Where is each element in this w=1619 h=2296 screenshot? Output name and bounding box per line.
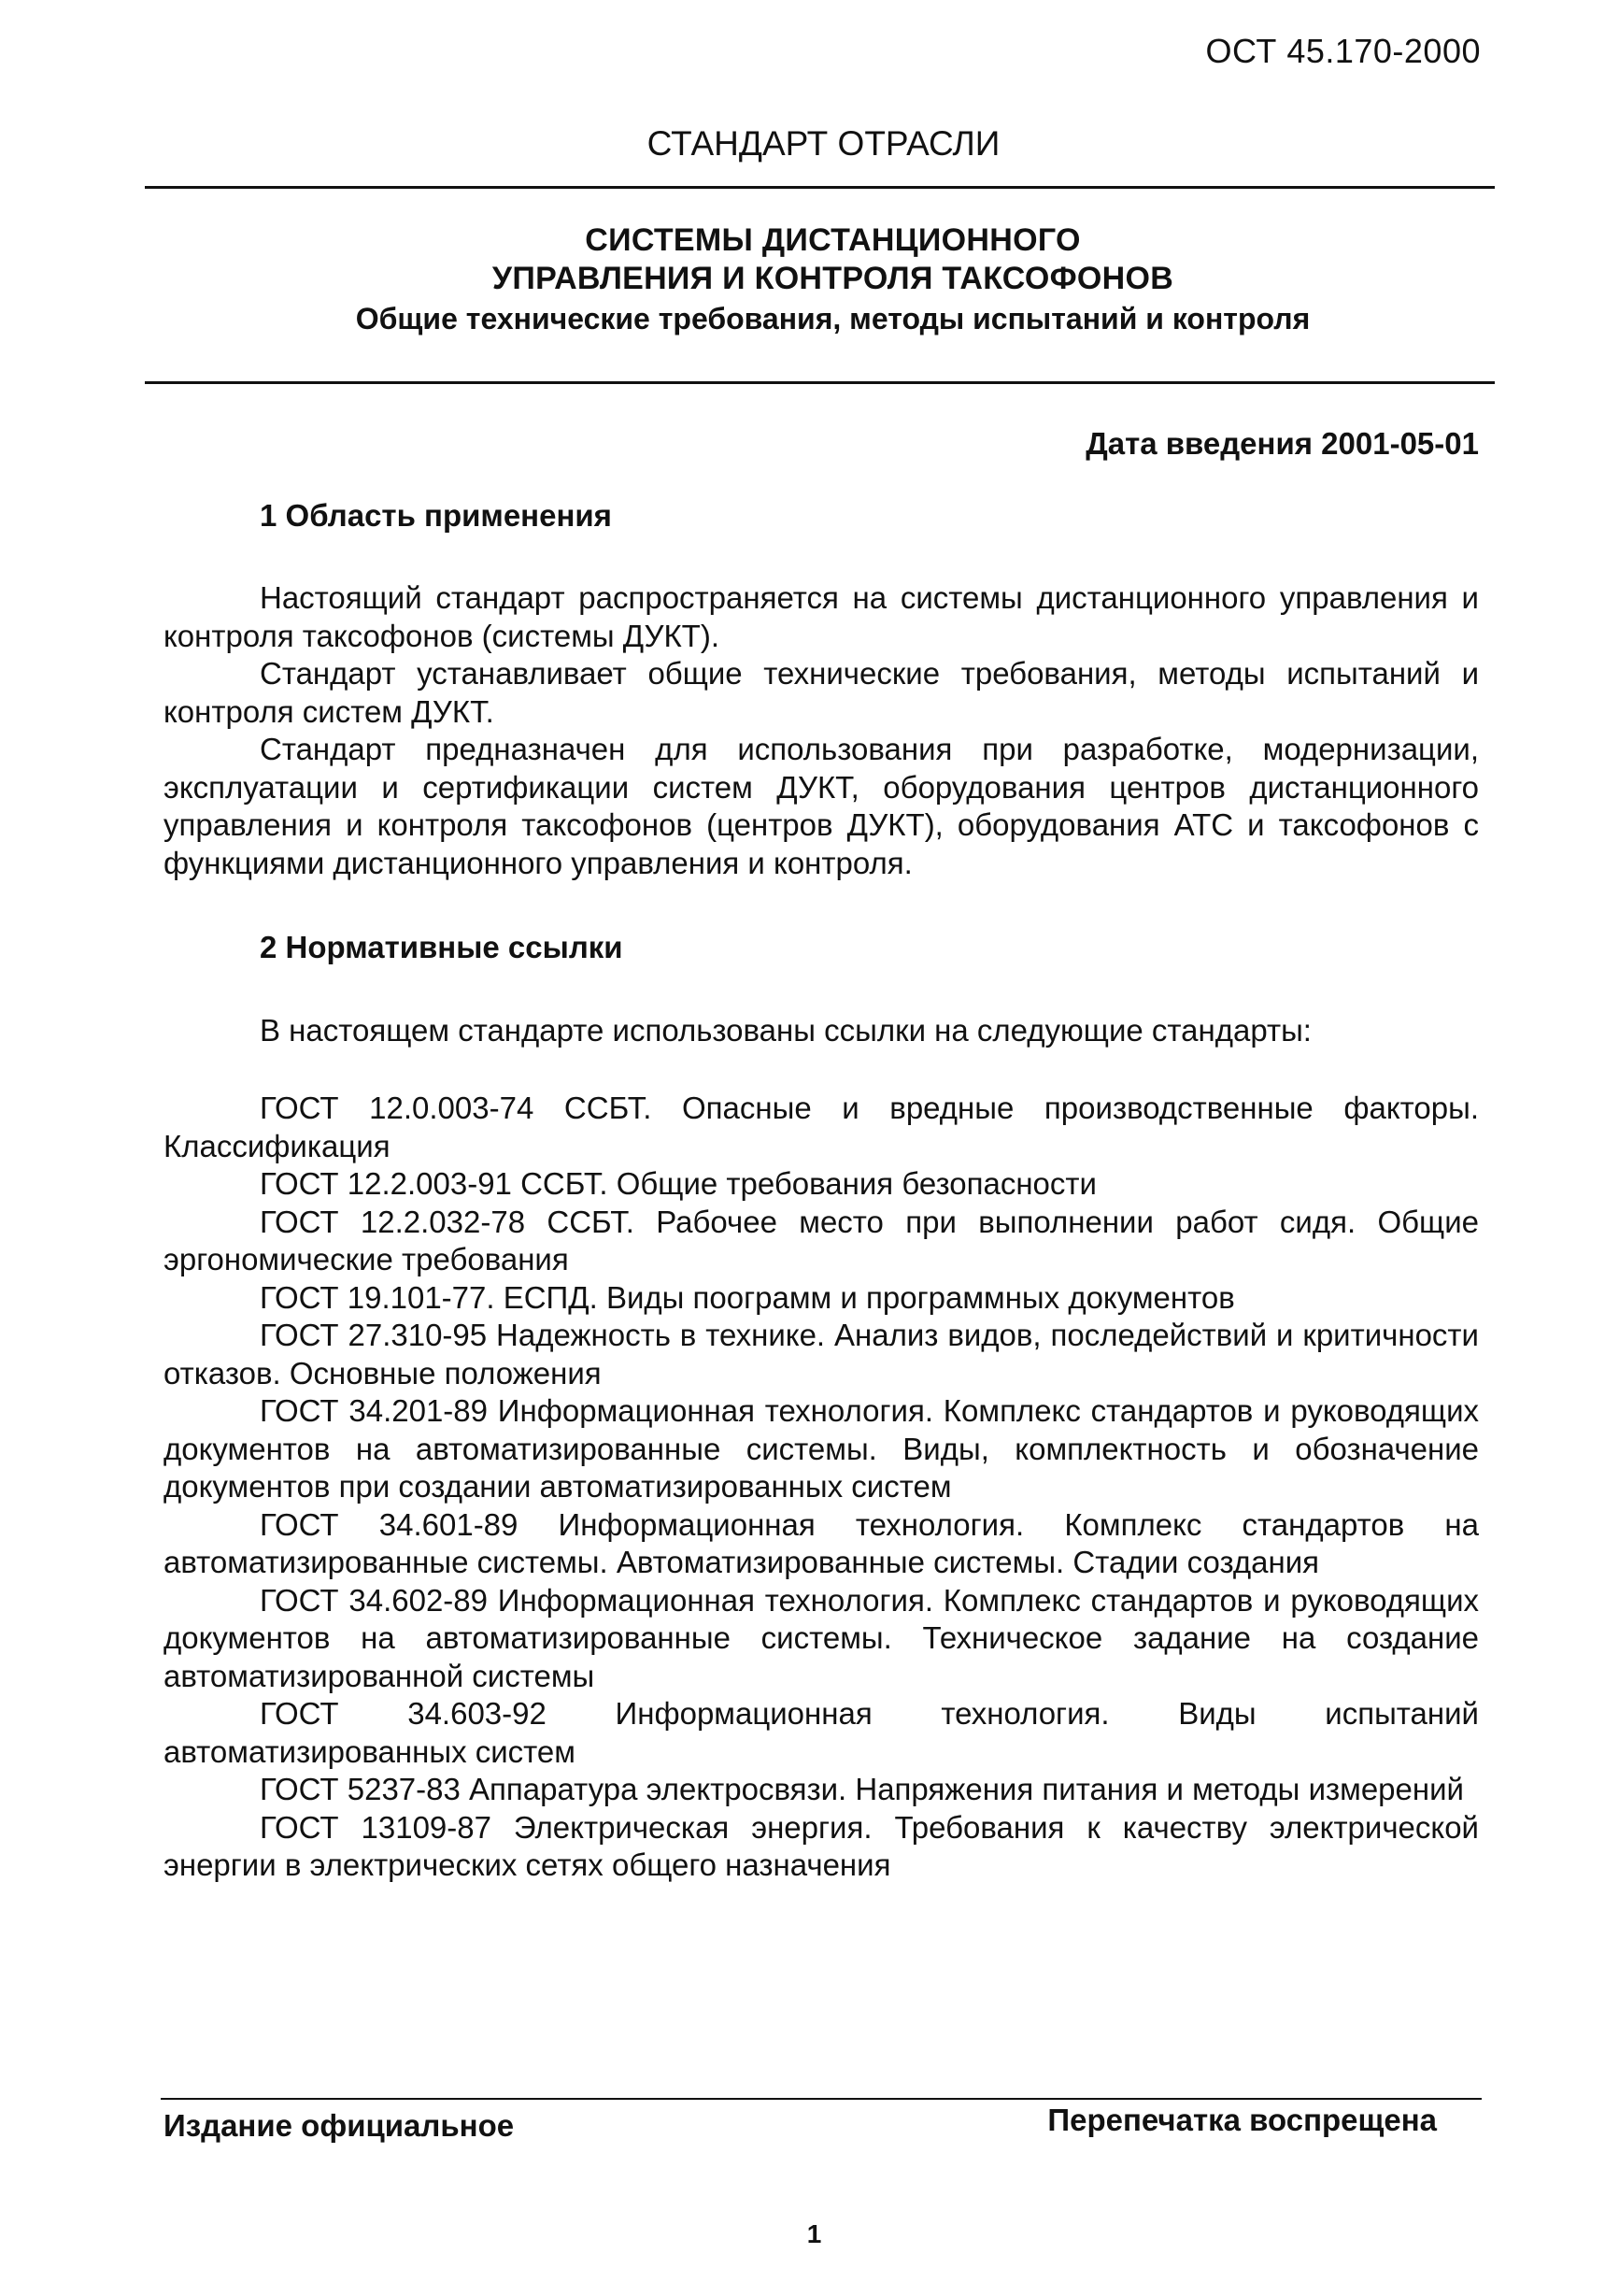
footer-divider [161, 2098, 1482, 2100]
section-1-paragraph: Настоящий стандарт распространяется на системы дистанционного управления и контроля таксофонов (системы ДУКТ). [163, 580, 1479, 653]
title-line-1: СИСТЕМЫ ДИСТАНЦИОННОГО [585, 222, 1081, 258]
official-edition-note: Издание официальное [163, 2108, 515, 2143]
introduction-date: Дата введения 2001-05-01 [1086, 426, 1479, 461]
reference-item: ГОСТ 34.601-89 Информационная технология. Комплекс стандартов на автоматизированные системы. Автоматизированные системы. Стадии создания [163, 1506, 1479, 1579]
section-1-paragraph: Стандарт предназначен для использования при разработке, модернизации, эксплуатации и сертификации систем ДУКТ, оборудования центров дистанционного управления и контроля таксофонов (центров ДУКТ), оборудования АТС и таксофонов с функциями дистанционного управления и контроля. [163, 732, 1479, 880]
document-code: ОСТ 45.170-2000 [1205, 32, 1481, 70]
reprint-prohibited-note: Перепечатка воспрещена [1047, 2103, 1437, 2137]
page-number: 1 [806, 2219, 822, 2248]
reference-item: ГОСТ 12.0.003-74 ССБТ. Опасные и вредные производственные факторы. Классификация [163, 1091, 1479, 1163]
reference-item: ГОСТ 12.2.032-78 ССБТ. Рабочее место при выполнении работ сидя. Общие эргономические требования [163, 1204, 1479, 1276]
standard-title [0, 221, 1619, 339]
references-list [163, 1090, 1479, 1885]
reference-item: ГОСТ 5237-83 Аппаратура электросвязи. Напряжения питания и методы измерений [260, 1772, 1464, 1806]
section-2-heading: 2 Нормативные ссылки [260, 930, 623, 964]
reference-item: ГОСТ 34.201-89 Информационная технология. Комплекс стандартов и руководящих документов на автоматизированные системы. Виды, комплектность и обозначение документов при создании автоматизированных систем [163, 1393, 1479, 1504]
reference-item: ГОСТ 34.603-92 Информационная технология. Виды испытаний автоматизированных систем [163, 1696, 1479, 1769]
title-line-2: УПРАВЛЕНИЯ И КОНТРОЛЯ ТАКСОФОНОВ [491, 261, 1174, 296]
section-1-body [163, 579, 1479, 882]
reference-item: ГОСТ 19.101-77. ЕСПД. Виды поограмм и программных документов [260, 1279, 1235, 1315]
reference-item: ГОСТ 12.2.003-91 ССБТ. Общие требования безопасности [260, 1166, 1097, 1201]
title-divider [145, 381, 1495, 384]
reference-item: ГОСТ 27.310-95 Надежность в технике. Анализ видов, последействий и критичности отказов. Основные положения [163, 1318, 1479, 1390]
section-1-paragraph: Стандарт устанавливает общие технические требования, методы испытаний и контроля систем ДУКТ. [163, 656, 1479, 729]
standard-category: СТАНДАРТ ОТРАСЛИ [646, 124, 1001, 163]
header-divider [145, 186, 1495, 189]
references-intro: В настоящем стандарте использованы ссылки на следующие стандарты: [260, 1013, 1312, 1048]
section-1-heading: 1 Область применения [260, 498, 612, 533]
title-subtitle: Общие технические требования, методы испытаний и контроля [355, 302, 1311, 335]
reference-item: ГОСТ 34.602-89 Информационная технология. Комплекс стандартов и руководящих документов на автоматизированные системы. Техническое задание на создание автоматизированной системы [163, 1582, 1479, 1693]
reference-item: ГОСТ 13109-87 Электрическая энергия. Требования к качеству электрической энергии в электрических сетях общего назначения [163, 1809, 1479, 1882]
